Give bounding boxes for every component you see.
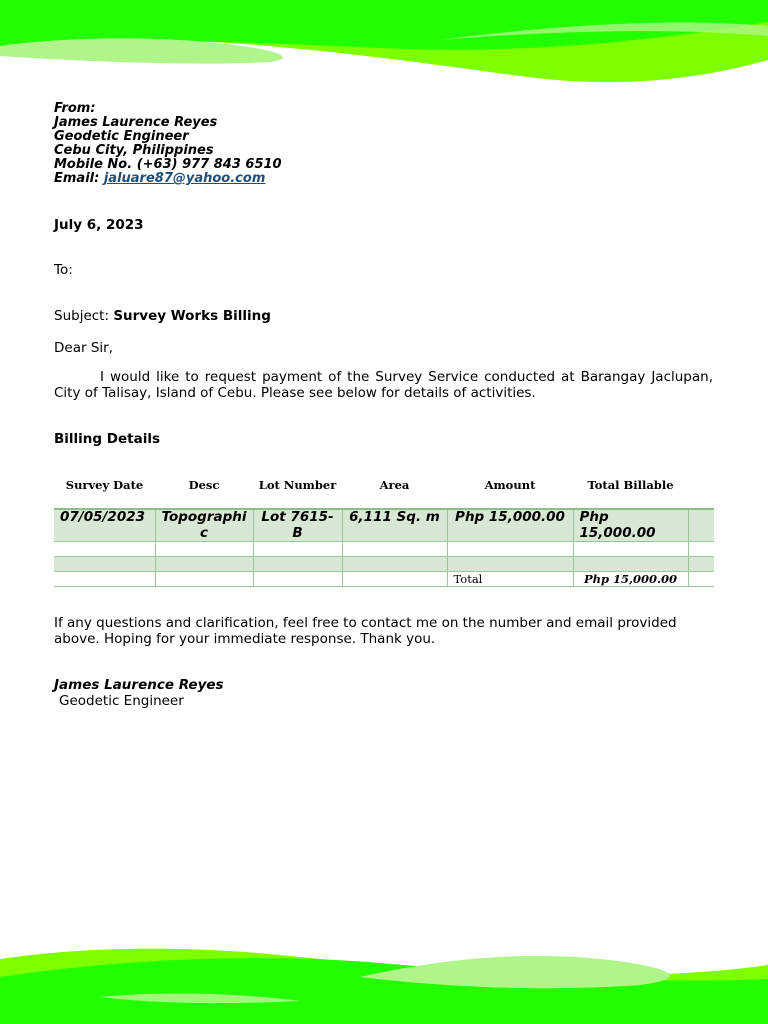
header-blank	[688, 474, 714, 509]
header-area: Area	[342, 474, 447, 509]
billing-heading: Billing Details	[54, 431, 160, 447]
letter-date: July 6, 2023	[54, 217, 144, 233]
cell-blank	[688, 509, 714, 542]
cell-survey-date: 07/05/2023	[54, 509, 155, 542]
header-total-billable: Total Billable	[573, 474, 688, 509]
sender-email-line	[54, 172, 282, 186]
email-link[interactable]: jaluare87@yahoo.com	[103, 171, 266, 186]
top-green-wave-decoration	[0, 0, 768, 90]
table-row-empty	[54, 557, 714, 572]
table-total-row	[54, 572, 714, 587]
subject-line	[54, 308, 271, 324]
salutation: Dear Sir,	[54, 340, 113, 356]
signature-name: James Laurence Reyes	[54, 677, 224, 693]
closing-paragraph: If any questions and clarification, feel free to contact me on the number and email provided above. Hoping for your immediate response. Thank you.	[54, 615, 677, 647]
sender-title: Geodetic Engineer	[54, 129, 189, 144]
to-label: To:	[54, 262, 73, 278]
cell-desc: Topographic	[155, 509, 253, 542]
sender-block	[54, 102, 282, 186]
table-row-empty	[54, 542, 714, 557]
from-label: From:	[54, 101, 96, 116]
header-survey-date: Survey Date	[54, 474, 155, 509]
cell-total-billable: Php 15,000.00	[573, 509, 688, 542]
body-paragraph: I would like to request payment of the Survey Service conducted at Barangay Jaclupan, City of Talisay, Island of Cebu. Please see below for details of activities.	[54, 369, 713, 401]
bottom-green-wave-decoration	[0, 939, 768, 1024]
email-label: Email:	[54, 171, 100, 186]
cell-amount: Php 15,000.00	[447, 509, 573, 542]
total-label: Total	[447, 572, 573, 587]
subject-text: Survey Works Billing	[113, 308, 271, 324]
table-row	[54, 509, 714, 542]
header-desc: Desc	[155, 474, 253, 509]
table-header-row	[54, 474, 714, 509]
subject-label: Subject:	[54, 308, 110, 324]
header-amount: Amount	[447, 474, 573, 509]
cell-lot-number: Lot 7615-B	[253, 509, 342, 542]
total-value: Php 15,000.00	[573, 572, 688, 587]
signature-title: Geodetic Engineer	[59, 693, 184, 709]
cell-area: 6,111 Sq. m	[342, 509, 447, 542]
sender-location: Cebu City, Philippines	[54, 143, 214, 158]
sender-mobile: Mobile No. (+63) 977 843 6510	[54, 157, 282, 172]
billing-table	[54, 474, 714, 587]
header-lot-number: Lot Number	[253, 474, 342, 509]
sender-name: James Laurence Reyes	[54, 115, 218, 130]
